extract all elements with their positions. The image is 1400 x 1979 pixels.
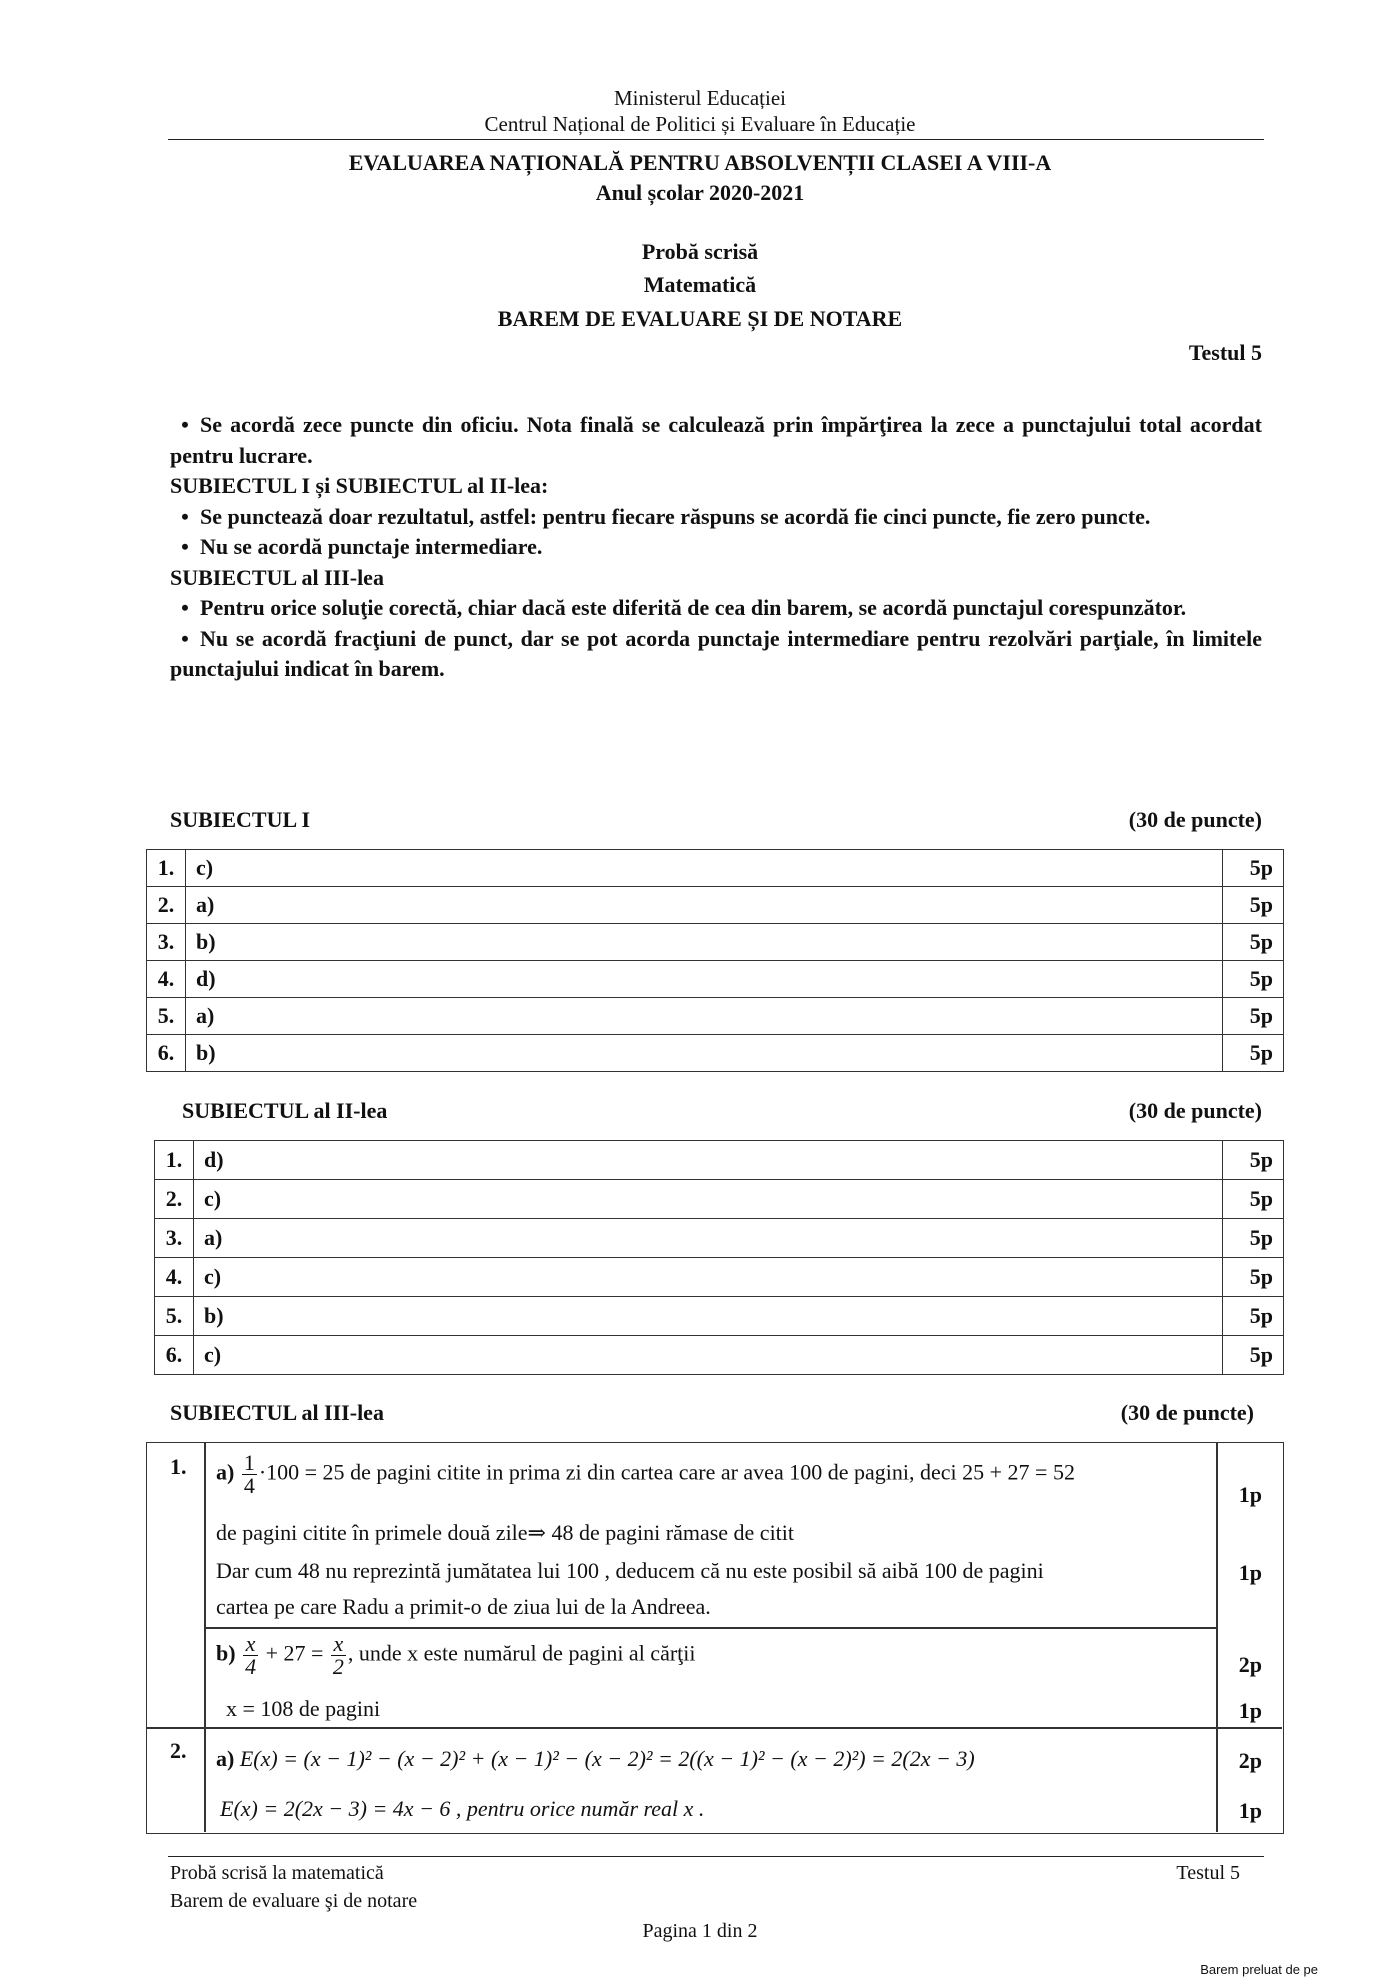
answer-cell: a) — [186, 887, 1223, 924]
problem2a-points1: 2p — [1238, 1748, 1262, 1773]
subject3-title: SUBIECTUL al III-lea — [170, 1400, 384, 1425]
table-row — [155, 1219, 1284, 1258]
table-row — [147, 850, 1284, 887]
answer-cell: c) — [194, 1336, 1223, 1375]
subject1-title: SUBIECTUL I — [170, 807, 311, 832]
item-number: 4. — [147, 961, 186, 998]
center-name: Centrul Național de Politici și Evaluare în Educație — [484, 112, 916, 136]
points-cell: 5p — [1223, 1297, 1284, 1336]
table-row — [147, 998, 1284, 1035]
item-number: 6. — [147, 1035, 186, 1072]
row-divider — [146, 1727, 1282, 1729]
subject1-table — [146, 849, 1284, 1072]
problem1a-points1: 1p — [1238, 1482, 1262, 1507]
answer-cell: c) — [194, 1180, 1223, 1219]
subject3-points: (30 de puncte) — [1120, 1400, 1254, 1425]
item-number: 1. — [147, 850, 186, 887]
answer-cell: b) — [186, 924, 1223, 961]
problem1b-points1: 2p — [1238, 1652, 1262, 1677]
answer-cell: b) — [194, 1297, 1223, 1336]
points-cell: 5p — [1223, 1258, 1284, 1297]
answer-cell: a) — [194, 1219, 1223, 1258]
problem1a-line1: a) $\frac{1}{4}$ ·100 = 25 de pagini citite in prima zi din cartea care ar avea 100 de pagini, deci 25 + 27 = 52 — [216, 1450, 1075, 1498]
item-number: 1. — [155, 1141, 194, 1180]
column-divider — [204, 1442, 206, 1832]
points-cell: 5p — [1223, 850, 1284, 887]
table-row — [155, 1336, 1284, 1375]
footer-left2: Barem de evaluare şi de notare — [170, 1890, 418, 1912]
table-row — [147, 887, 1284, 924]
footer-left1: Probă scrisă la matematică — [170, 1862, 384, 1884]
bullet-icon: • — [181, 625, 189, 651]
subject-name: Matematică — [643, 272, 757, 297]
bullet-icon: • — [181, 503, 189, 529]
points-cell: 5p — [1223, 1219, 1284, 1258]
points-cell: 5p — [1223, 1035, 1284, 1072]
answer-cell: d) — [194, 1141, 1223, 1180]
footer-right1: Testul 5 — [1176, 1862, 1240, 1884]
item-number: 4. — [155, 1258, 194, 1297]
problem1a-line2: de pagini citite în primele două zile⇒ 48 de pagini rămase de citit — [216, 1520, 795, 1545]
subject2-table — [154, 1140, 1284, 1375]
points-cell: 5p — [1223, 924, 1284, 961]
fraction: $\frac{x}{2}$ — [332, 1631, 344, 1679]
rule-item: • Nu se acordă fracţiuni de punct, dar se pot acorda punctaje intermediare pentru rezolvări parţiale, în limitele punctajului indicat în barem. — [170, 625, 1262, 681]
problem2-number: 2. — [170, 1738, 187, 1763]
item-number: 3. — [155, 1219, 194, 1258]
table-row — [155, 1141, 1284, 1180]
rule-item: • Se punctează doar rezultatul, astfel: pentru fiecare răspuns se acordă fie cinci puncte, fie zero puncte. — [170, 502, 1262, 533]
rule-item: • Pentru orice soluţie corectă, chiar dacă este diferită de cea din barem, se acordă punctajul corespunzător. — [170, 593, 1262, 624]
table-row — [155, 1180, 1284, 1219]
subject2-title: SUBIECTUL al II-lea — [182, 1098, 388, 1123]
points-cell: 5p — [1223, 998, 1284, 1035]
test-number: Testul 5 — [1188, 340, 1262, 365]
test-type: Probă scrisă — [641, 239, 759, 264]
fraction: $\frac{1}{4}$ — [243, 1450, 255, 1498]
item-number: 5. — [147, 998, 186, 1035]
table-row — [155, 1258, 1284, 1297]
answer-cell: b) — [186, 1035, 1223, 1072]
points-cell: 5p — [1223, 1336, 1284, 1375]
row-divider — [204, 1627, 1216, 1629]
rule-item: • Nu se acordă punctaje intermediare. — [170, 532, 1262, 563]
answer-cell: a) — [186, 998, 1223, 1035]
points-cell: 5p — [1223, 1141, 1284, 1180]
footer-divider — [168, 1856, 1264, 1857]
rules-heading-s3: SUBIECTUL al III-lea — [170, 564, 384, 590]
problem1a-points2: 1p — [1238, 1560, 1262, 1585]
subject2-points: (30 de puncte) — [1128, 1098, 1262, 1123]
item-number: 6. — [155, 1336, 194, 1375]
subject1-points: (30 de puncte) — [1128, 807, 1262, 832]
problem1b-points2: 1p — [1238, 1698, 1262, 1723]
grading-rules — [170, 410, 1262, 685]
exam-title: EVALUAREA NAȚIONALĂ PENTRU ABSOLVENȚII CLASEI A VIII-A — [348, 150, 1052, 175]
problem1b-line2: x = 108 de pagini — [226, 1696, 381, 1721]
document-title: BAREM DE EVALUARE ȘI DE NOTARE — [497, 306, 903, 331]
rules-heading-s1-s2: SUBIECTUL I și SUBIECTUL al II-lea: — [170, 473, 549, 498]
rule-item: • Se acordă zece puncte din oficiu. Nota finală se calculează prin împărţirea la zece a punctajului total acordat pentru lucrare. — [170, 412, 1262, 468]
bullet-icon: • — [181, 412, 189, 437]
page-number: Pagina 1 din 2 — [642, 1920, 758, 1942]
problem2a-line2: E(x) = 2(2x − 3) = 4x − 6 , pentru orice număr real x . — [220, 1796, 705, 1821]
column-divider — [1216, 1627, 1218, 1727]
problem1a-line4: cartea pe care Radu a primit-o de ziua lui de la Andreea. — [216, 1594, 711, 1619]
ministry-name: Ministerul Educației — [613, 86, 787, 110]
bullet-icon: • — [181, 534, 189, 559]
problem1b-line1: b) $\frac{x}{4}$ + 27 = $\frac{x}{2}$ , unde x este numărul de pagini al cărţii — [216, 1631, 696, 1679]
answer-cell: c) — [194, 1258, 1223, 1297]
source-note: Barem preluat de pe — [1200, 1962, 1318, 1977]
fraction: $\frac{x}{4}$ — [245, 1631, 257, 1679]
item-number: 3. — [147, 924, 186, 961]
item-number: 5. — [155, 1297, 194, 1336]
table-row — [147, 1035, 1284, 1072]
points-cell: 5p — [1223, 961, 1284, 998]
problem2a-points2: 1p — [1238, 1798, 1262, 1823]
problem1a-line3: Dar cum 48 nu reprezintă jumătatea lui 100 , deducem că nu este posibil să aibă 100 de pagini — [216, 1558, 1044, 1583]
header-divider — [168, 139, 1264, 140]
table-row — [147, 961, 1284, 998]
school-year: Anul școlar 2020-2021 — [595, 180, 805, 205]
problem2a-line1: a) E(x) = (x − 1)² − (x − 2)² + (x − 1)² − (x − 2)² = 2((x − 1)² − (x − 2)²) = 2(2x − 3) — [216, 1746, 975, 1771]
points-cell: 5p — [1223, 887, 1284, 924]
table-row — [147, 924, 1284, 961]
problem1-number: 1. — [170, 1454, 187, 1479]
points-cell: 5p — [1223, 1180, 1284, 1219]
table-row — [155, 1297, 1284, 1336]
item-number: 2. — [155, 1180, 194, 1219]
answer-cell: d) — [186, 961, 1223, 998]
bullet-icon: • — [181, 595, 189, 620]
item-number: 2. — [147, 887, 186, 924]
answer-cell: c) — [186, 850, 1223, 887]
